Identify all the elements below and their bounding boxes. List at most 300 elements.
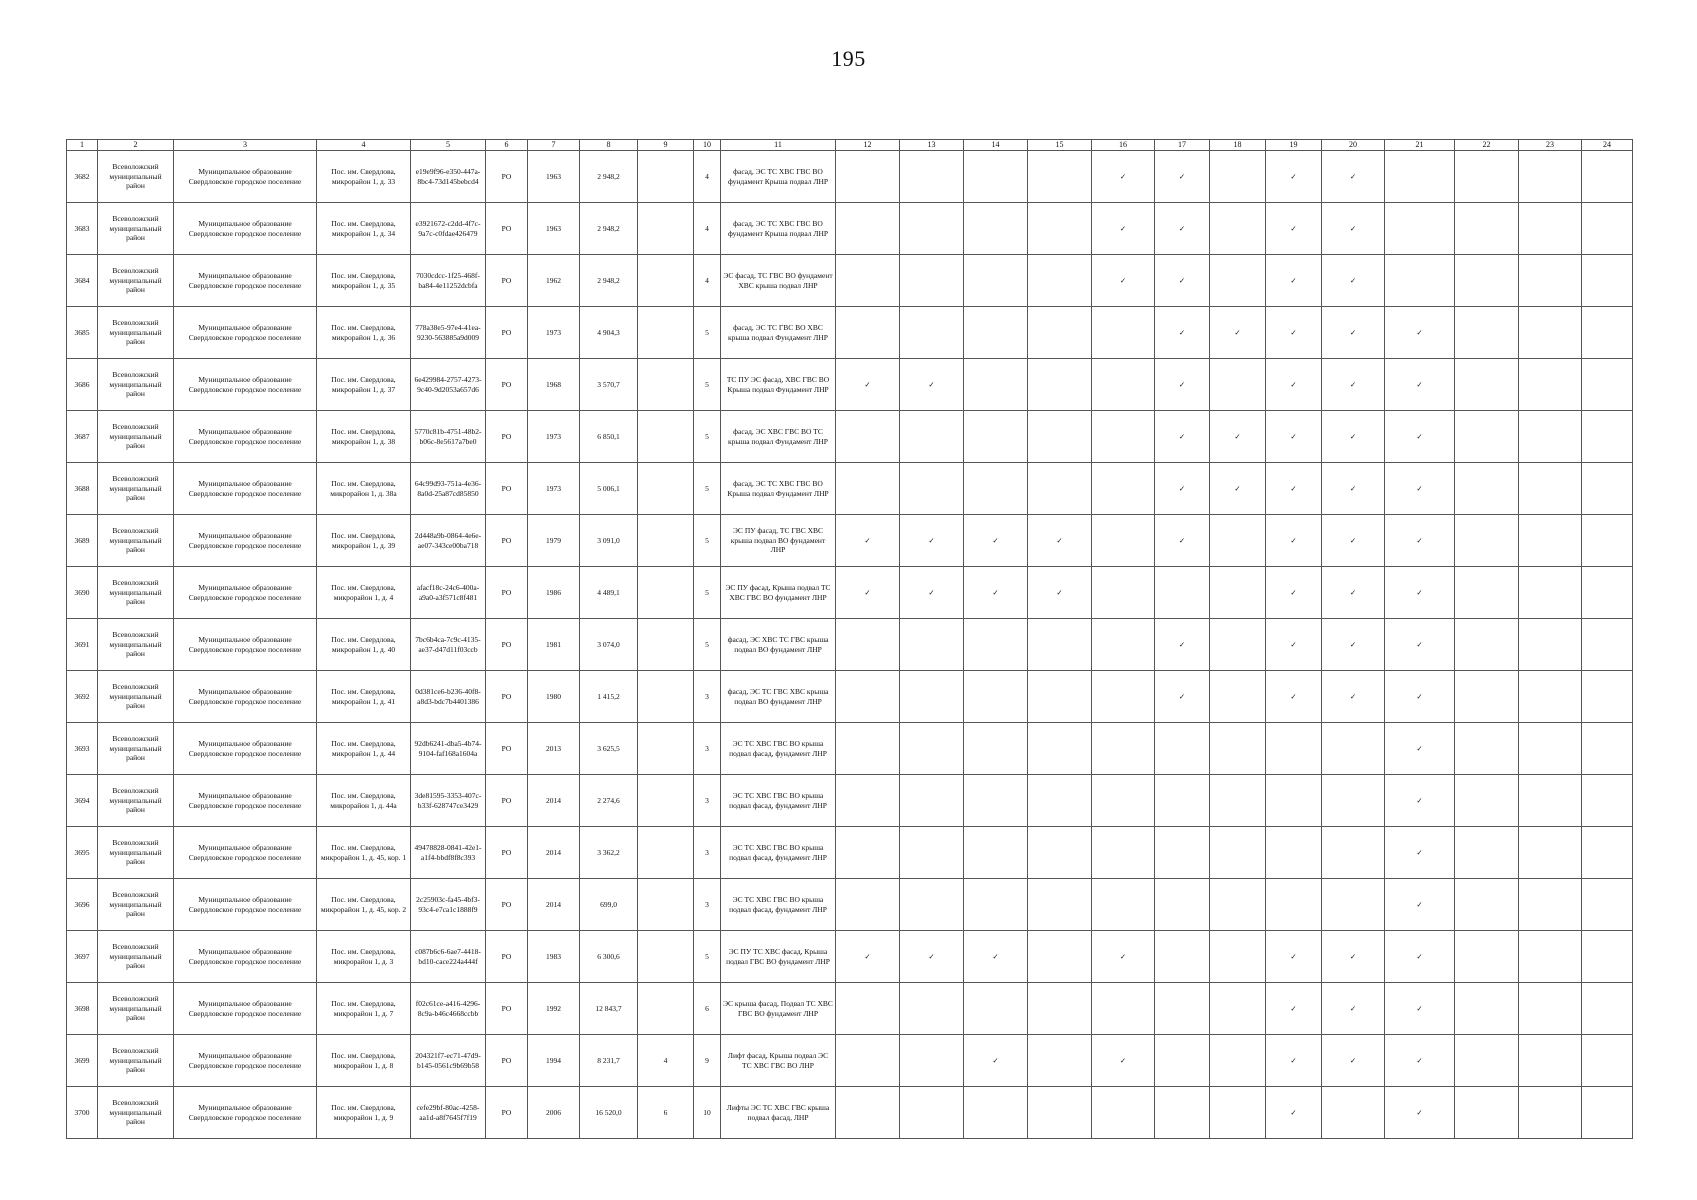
check-cell-col-20 (1322, 567, 1385, 619)
table-row (67, 567, 1633, 619)
year-built-cell: 1986 (528, 567, 580, 619)
year-built-cell: 1962 (528, 255, 580, 307)
column-9-cell (638, 827, 694, 879)
column-header-12: 12 (836, 140, 900, 151)
check-cell-col-12 (836, 463, 900, 515)
check-cell-col-21 (1385, 307, 1455, 359)
check-cell-col-12 (836, 619, 900, 671)
district-cell: Всеволожский муниципальный район (98, 463, 174, 515)
building-id-cell: 5770c81b-4751-48b2-b06c-8e5617a7be0 (411, 411, 486, 463)
check-mark-icon: ✓ (1290, 639, 1297, 649)
check-mark-icon: ✓ (864, 587, 871, 597)
address-cell: Пос. им. Свердлова, микрорайон 1, д. 8 (317, 1035, 411, 1087)
column-header-20: 20 (1322, 140, 1385, 151)
check-cell-col-23 (1519, 463, 1582, 515)
check-mark-icon: ✓ (1290, 275, 1297, 285)
check-cell-col-12 (836, 1087, 900, 1139)
area-cell: 2 274,6 (580, 775, 638, 827)
column-header-8: 8 (580, 140, 638, 151)
check-mark-icon: ✓ (1349, 639, 1357, 649)
column-9-cell: 6 (638, 1087, 694, 1139)
check-cell-col-21 (1385, 1087, 1455, 1139)
column-header-19: 19 (1266, 140, 1322, 151)
check-cell-col-22 (1455, 931, 1519, 983)
check-cell-col-12 (836, 827, 900, 879)
works-list-cell: фасад, ЭС ХВС ГВС ВО ТС крыша подвал Фундамент ЛНР (721, 411, 836, 463)
record-number: 3698 (67, 983, 98, 1035)
check-mark-icon: ✓ (992, 1055, 999, 1065)
check-mark-icon: ✓ (1416, 899, 1423, 909)
check-mark-icon: ✓ (928, 587, 935, 597)
fund-type-cell: РО (486, 515, 528, 567)
address-cell: Пос. им. Свердлова, микрорайон 1, д. 40 (317, 619, 411, 671)
floors-cell: 5 (694, 931, 721, 983)
check-cell-col-19 (1266, 151, 1322, 203)
check-cell-col-13 (900, 1035, 964, 1087)
building-id-cell: 6e429984-2757-4273-9c40-9d2053a657d6 (411, 359, 486, 411)
municipality-cell: Муниципальное образование Свердловское городское поселение (174, 827, 317, 879)
check-cell-col-13 (900, 619, 964, 671)
check-cell-col-19 (1266, 879, 1322, 931)
record-number: 3696 (67, 879, 98, 931)
check-cell-col-17 (1155, 255, 1210, 307)
area-cell: 4 904,3 (580, 307, 638, 359)
check-cell-col-13 (900, 983, 964, 1035)
check-mark-icon: ✓ (1119, 951, 1127, 961)
check-cell-col-22 (1455, 307, 1519, 359)
year-built-cell: 1994 (528, 1035, 580, 1087)
check-cell-col-14 (964, 619, 1028, 671)
check-cell-col-16 (1092, 879, 1155, 931)
check-cell-col-18 (1210, 411, 1266, 463)
fund-type-cell: РО (486, 1035, 528, 1087)
check-cell-col-21 (1385, 827, 1455, 879)
building-id-cell: cefe29bf-80ac-4258-aa1d-a8f7645f7f19 (411, 1087, 486, 1139)
check-mark-icon: ✓ (1290, 691, 1297, 701)
check-mark-icon: ✓ (928, 535, 935, 545)
table-row (67, 151, 1633, 203)
check-cell-col-14 (964, 775, 1028, 827)
record-number: 3694 (67, 775, 98, 827)
check-cell-col-23 (1519, 307, 1582, 359)
check-mark-icon: ✓ (1290, 431, 1297, 441)
address-cell: Пос. им. Свердлова, микрорайон 1, д. 38 (317, 411, 411, 463)
check-cell-col-21 (1385, 255, 1455, 307)
area-cell: 12 843,7 (580, 983, 638, 1035)
works-list-cell: ЭС ТС ХВС ГВС ВО крыша подвал фасад, фундамент ЛНР (721, 827, 836, 879)
floors-cell: 5 (694, 411, 721, 463)
check-mark-icon: ✓ (1178, 483, 1186, 493)
fund-type-cell: РО (486, 411, 528, 463)
check-cell-col-22 (1455, 567, 1519, 619)
check-cell-col-12 (836, 307, 900, 359)
check-mark-icon: ✓ (1416, 379, 1423, 389)
floors-cell: 3 (694, 827, 721, 879)
building-id-cell: 49478828-0841-42e1-a1f4-bbdf8f8c393 (411, 827, 486, 879)
column-header-2: 2 (98, 140, 174, 151)
check-cell-col-16 (1092, 203, 1155, 255)
check-mark-icon: ✓ (992, 951, 999, 961)
area-cell: 1 415,2 (580, 671, 638, 723)
check-cell-col-14 (964, 723, 1028, 775)
floors-cell: 5 (694, 567, 721, 619)
check-cell-col-21 (1385, 983, 1455, 1035)
check-cell-col-14 (964, 463, 1028, 515)
check-cell-col-20 (1322, 359, 1385, 411)
works-list-cell: фасад, ЭС ТС ХВС ГВС ВО фундамент Крыша подвал ЛНР (721, 151, 836, 203)
table-row (67, 411, 1633, 463)
check-cell-col-24 (1582, 463, 1633, 515)
table-row (67, 1035, 1633, 1087)
check-cell-col-18 (1210, 1087, 1266, 1139)
column-9-cell (638, 931, 694, 983)
table-row (67, 463, 1633, 515)
floors-cell: 9 (694, 1035, 721, 1087)
municipality-cell: Муниципальное образование Свердловское городское поселение (174, 879, 317, 931)
check-cell-col-13 (900, 827, 964, 879)
check-cell-col-15 (1028, 151, 1092, 203)
check-cell-col-12 (836, 1035, 900, 1087)
check-cell-col-23 (1519, 203, 1582, 255)
check-cell-col-21 (1385, 463, 1455, 515)
check-mark-icon: ✓ (1349, 275, 1357, 285)
check-mark-icon: ✓ (1416, 847, 1423, 857)
check-cell-col-21 (1385, 359, 1455, 411)
check-mark-icon: ✓ (1416, 1003, 1423, 1013)
building-id-cell: c087b6c6-6ae7-4418-bd10-cace224a444f (411, 931, 486, 983)
year-built-cell: 2014 (528, 879, 580, 931)
address-cell: Пос. им. Свердлова, микрорайон 1, д. 41 (317, 671, 411, 723)
district-cell: Всеволожский муниципальный район (98, 931, 174, 983)
area-cell: 3 091,0 (580, 515, 638, 567)
check-cell-col-15 (1028, 879, 1092, 931)
check-cell-col-18 (1210, 463, 1266, 515)
district-cell: Всеволожский муниципальный район (98, 879, 174, 931)
floors-cell: 5 (694, 307, 721, 359)
table-row (67, 827, 1633, 879)
district-cell: Всеволожский муниципальный район (98, 151, 174, 203)
table-row (67, 931, 1633, 983)
fund-type-cell: РО (486, 671, 528, 723)
check-cell-col-18 (1210, 515, 1266, 567)
check-cell-col-22 (1455, 463, 1519, 515)
check-mark-icon: ✓ (1056, 587, 1063, 597)
works-list-cell: ТС ПУ ЭС фасад, ХВС ГВС ВО Крыша подвал Фундамент ЛНР (721, 359, 836, 411)
check-mark-icon: ✓ (1178, 431, 1186, 441)
check-mark-icon: ✓ (1416, 691, 1423, 701)
district-cell: Всеволожский муниципальный район (98, 827, 174, 879)
check-cell-col-15 (1028, 931, 1092, 983)
check-cell-col-17 (1155, 827, 1210, 879)
building-id-cell: 92db6241-dba5-4b74-9104-faf168a1604a (411, 723, 486, 775)
address-cell: Пос. им. Свердлова, микрорайон 1, д. 45, кор. 1 (317, 827, 411, 879)
check-mark-icon: ✓ (1349, 535, 1357, 545)
check-cell-col-23 (1519, 1087, 1582, 1139)
works-list-cell: Лифт фасад, Крыша подвал ЭС ТС ХВС ГВС ВО ЛНР (721, 1035, 836, 1087)
check-cell-col-14 (964, 931, 1028, 983)
check-cell-col-14 (964, 515, 1028, 567)
floors-cell: 5 (694, 619, 721, 671)
table-row (67, 775, 1633, 827)
check-cell-col-13 (900, 255, 964, 307)
fund-type-cell: РО (486, 203, 528, 255)
fund-type-cell: РО (486, 307, 528, 359)
check-cell-col-24 (1582, 567, 1633, 619)
check-cell-col-13 (900, 463, 964, 515)
check-cell-col-15 (1028, 1087, 1092, 1139)
check-mark-icon: ✓ (1178, 691, 1186, 701)
district-cell: Всеволожский муниципальный район (98, 567, 174, 619)
column-9-cell (638, 307, 694, 359)
municipality-cell: Муниципальное образование Свердловское городское поселение (174, 619, 317, 671)
check-cell-col-20 (1322, 671, 1385, 723)
year-built-cell: 1981 (528, 619, 580, 671)
check-mark-icon: ✓ (928, 379, 935, 389)
works-list-cell: ЭС фасад, ТС ГВС ВО фундамент ХВС крыша подвал ЛНР (721, 255, 836, 307)
check-cell-col-15 (1028, 255, 1092, 307)
column-9-cell (638, 515, 694, 567)
column-9-cell (638, 879, 694, 931)
record-number: 3700 (67, 1087, 98, 1139)
check-mark-icon: ✓ (1416, 535, 1423, 545)
check-cell-col-17 (1155, 775, 1210, 827)
municipality-cell: Муниципальное образование Свердловское городское поселение (174, 931, 317, 983)
area-cell: 16 520,0 (580, 1087, 638, 1139)
table-row (67, 723, 1633, 775)
address-cell: Пос. им. Свердлова, микрорайон 1, д. 44а (317, 775, 411, 827)
check-cell-col-13 (900, 931, 964, 983)
column-header-3: 3 (174, 140, 317, 151)
check-cell-col-16 (1092, 567, 1155, 619)
check-mark-icon: ✓ (1290, 483, 1297, 493)
fund-type-cell: РО (486, 931, 528, 983)
municipality-cell: Муниципальное образование Свердловское городское поселение (174, 1035, 317, 1087)
check-cell-col-15 (1028, 827, 1092, 879)
check-cell-col-14 (964, 411, 1028, 463)
check-cell-col-23 (1519, 723, 1582, 775)
building-id-cell: f02c61ce-a416-4296-8c9a-b46c4668ccbb (411, 983, 486, 1035)
check-cell-col-16 (1092, 827, 1155, 879)
check-mark-icon: ✓ (864, 379, 871, 389)
check-cell-col-12 (836, 359, 900, 411)
check-cell-col-20 (1322, 515, 1385, 567)
check-cell-col-16 (1092, 463, 1155, 515)
check-cell-col-17 (1155, 1087, 1210, 1139)
check-mark-icon: ✓ (1290, 951, 1297, 961)
check-mark-icon: ✓ (1349, 1003, 1357, 1013)
check-mark-icon: ✓ (1290, 327, 1297, 337)
check-mark-icon: ✓ (1056, 535, 1063, 545)
check-mark-icon: ✓ (1178, 379, 1186, 389)
column-9-cell (638, 411, 694, 463)
check-cell-col-17 (1155, 931, 1210, 983)
floors-cell: 4 (694, 151, 721, 203)
check-cell-col-12 (836, 879, 900, 931)
check-mark-icon: ✓ (864, 951, 871, 961)
page-number: 195 (831, 46, 866, 71)
district-cell: Всеволожский муниципальный район (98, 619, 174, 671)
check-cell-col-15 (1028, 567, 1092, 619)
check-cell-col-23 (1519, 1035, 1582, 1087)
column-header-21: 21 (1385, 140, 1455, 151)
address-cell: Пос. им. Свердлова, микрорайон 1, д. 39 (317, 515, 411, 567)
check-mark-icon: ✓ (1349, 951, 1357, 961)
check-cell-col-16 (1092, 671, 1155, 723)
check-mark-icon: ✓ (1290, 1107, 1297, 1117)
check-mark-icon: ✓ (1178, 535, 1186, 545)
check-cell-col-14 (964, 671, 1028, 723)
check-cell-col-19 (1266, 463, 1322, 515)
municipality-cell: Муниципальное образование Свердловское городское поселение (174, 307, 317, 359)
works-list-cell: ЭС ТС ХВС ГВС ВО крыша подвал фасад, фундамент ЛНР (721, 879, 836, 931)
check-cell-col-18 (1210, 775, 1266, 827)
check-cell-col-15 (1028, 1035, 1092, 1087)
floors-cell: 3 (694, 723, 721, 775)
district-cell: Всеволожский муниципальный район (98, 411, 174, 463)
building-id-cell: 64c99d93-751a-4e36-8a0d-25a87cd85850 (411, 463, 486, 515)
check-cell-col-15 (1028, 983, 1092, 1035)
check-mark-icon: ✓ (1349, 587, 1357, 597)
check-mark-icon: ✓ (864, 535, 871, 545)
district-cell: Всеволожский муниципальный район (98, 775, 174, 827)
check-cell-col-16 (1092, 775, 1155, 827)
area-cell: 2 948,2 (580, 203, 638, 255)
column-header-7: 7 (528, 140, 580, 151)
check-mark-icon: ✓ (1290, 171, 1297, 181)
check-cell-col-12 (836, 411, 900, 463)
check-cell-col-13 (900, 151, 964, 203)
check-mark-icon: ✓ (1416, 795, 1423, 805)
area-cell: 3 362,2 (580, 827, 638, 879)
check-cell-col-15 (1028, 463, 1092, 515)
record-number: 3688 (67, 463, 98, 515)
check-cell-col-17 (1155, 1035, 1210, 1087)
works-list-cell: ЭС крыша фасад, Подвал ТС ХВС ГВС ВО фундамент ЛНР (721, 983, 836, 1035)
area-cell: 5 006,1 (580, 463, 638, 515)
address-cell: Пос. им. Свердлова, микрорайон 1, д. 4 (317, 567, 411, 619)
check-mark-icon: ✓ (1416, 951, 1423, 961)
check-cell-col-22 (1455, 1087, 1519, 1139)
column-9-cell (638, 151, 694, 203)
check-cell-col-19 (1266, 671, 1322, 723)
check-mark-icon: ✓ (1178, 171, 1186, 181)
table-row (67, 671, 1633, 723)
check-cell-col-20 (1322, 411, 1385, 463)
record-number: 3691 (67, 619, 98, 671)
check-cell-col-24 (1582, 255, 1633, 307)
check-mark-icon: ✓ (1234, 483, 1241, 493)
table-body (67, 151, 1633, 1139)
address-cell: Пос. им. Свердлова, микрорайон 1, д. 38а (317, 463, 411, 515)
check-cell-col-16 (1092, 359, 1155, 411)
column-header-17: 17 (1155, 140, 1210, 151)
check-cell-col-21 (1385, 151, 1455, 203)
check-cell-col-22 (1455, 203, 1519, 255)
check-cell-col-16 (1092, 1035, 1155, 1087)
check-cell-col-17 (1155, 723, 1210, 775)
check-mark-icon: ✓ (1178, 639, 1186, 649)
area-cell: 8 231,7 (580, 1035, 638, 1087)
column-header-18: 18 (1210, 140, 1266, 151)
check-cell-col-23 (1519, 255, 1582, 307)
address-cell: Пос. им. Свердлова, микрорайон 1, д. 34 (317, 203, 411, 255)
check-cell-col-22 (1455, 827, 1519, 879)
building-id-cell: 2c25903c-fa45-4bf3-93c4-e7ca1c1888f9 (411, 879, 486, 931)
check-cell-col-20 (1322, 879, 1385, 931)
check-mark-icon: ✓ (1349, 379, 1357, 389)
column-header-16: 16 (1092, 140, 1155, 151)
check-cell-col-12 (836, 255, 900, 307)
year-built-cell: 1973 (528, 463, 580, 515)
record-number: 3699 (67, 1035, 98, 1087)
column-header-11: 11 (721, 140, 836, 151)
check-cell-col-16 (1092, 151, 1155, 203)
check-mark-icon: ✓ (1178, 275, 1186, 285)
record-number: 3685 (67, 307, 98, 359)
column-9-cell (638, 619, 694, 671)
district-cell: Всеволожский муниципальный район (98, 203, 174, 255)
municipality-cell: Муниципальное образование Свердловское городское поселение (174, 983, 317, 1035)
building-id-cell: 3de81595-3353-407c-b33f-628747ce3429 (411, 775, 486, 827)
column-9-cell (638, 255, 694, 307)
check-cell-col-19 (1266, 827, 1322, 879)
floors-cell: 3 (694, 879, 721, 931)
check-cell-col-22 (1455, 151, 1519, 203)
check-cell-col-20 (1322, 619, 1385, 671)
check-cell-col-24 (1582, 411, 1633, 463)
check-cell-col-22 (1455, 619, 1519, 671)
year-built-cell: 1983 (528, 931, 580, 983)
year-built-cell: 1963 (528, 151, 580, 203)
column-header-22: 22 (1455, 140, 1519, 151)
check-cell-col-23 (1519, 151, 1582, 203)
check-cell-col-13 (900, 411, 964, 463)
floors-cell: 4 (694, 203, 721, 255)
check-cell-col-19 (1266, 1087, 1322, 1139)
check-cell-col-18 (1210, 255, 1266, 307)
check-cell-col-19 (1266, 619, 1322, 671)
check-cell-col-15 (1028, 723, 1092, 775)
column-9-cell (638, 723, 694, 775)
check-cell-col-17 (1155, 983, 1210, 1035)
address-cell: Пос. им. Свердлова, микрорайон 1, д. 45, кор. 2 (317, 879, 411, 931)
check-mark-icon: ✓ (1119, 171, 1127, 181)
building-id-cell: e3921672-c2dd-4f7c-9a7c-c0fdae426479 (411, 203, 486, 255)
check-cell-col-17 (1155, 307, 1210, 359)
table-row (67, 619, 1633, 671)
column-9-cell (638, 463, 694, 515)
record-number: 3689 (67, 515, 98, 567)
check-cell-col-19 (1266, 411, 1322, 463)
district-cell: Всеволожский муниципальный район (98, 983, 174, 1035)
address-cell: Пос. им. Свердлова, микрорайон 1, д. 36 (317, 307, 411, 359)
building-id-cell: 7bc6b4ca-7c9c-4135-ae37-d47d11f03ccb (411, 619, 486, 671)
address-cell: Пос. им. Свердлова, микрорайон 1, д. 37 (317, 359, 411, 411)
check-cell-col-15 (1028, 515, 1092, 567)
check-mark-icon: ✓ (1290, 1055, 1297, 1065)
area-cell: 699,0 (580, 879, 638, 931)
check-cell-col-23 (1519, 411, 1582, 463)
check-mark-icon: ✓ (1349, 1055, 1357, 1065)
column-9-cell (638, 671, 694, 723)
check-cell-col-23 (1519, 671, 1582, 723)
check-cell-col-23 (1519, 775, 1582, 827)
column-header-6: 6 (486, 140, 528, 151)
check-mark-icon: ✓ (992, 587, 999, 597)
works-list-cell: фасад, ЭС ТС ХВС ГВС ВО Крыша подвал Фундамент ЛНР (721, 463, 836, 515)
address-cell: Пос. им. Свердлова, микрорайон 1, д. 7 (317, 983, 411, 1035)
check-cell-col-13 (900, 203, 964, 255)
